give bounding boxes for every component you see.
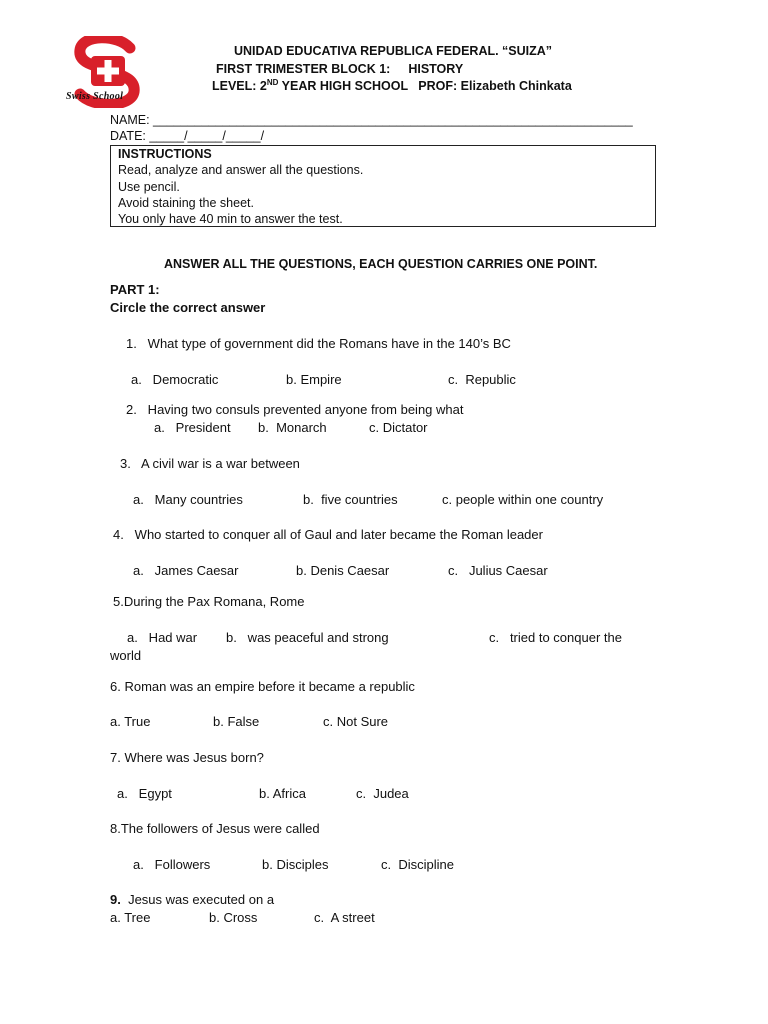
question-4: 4. Who started to conquer all of Gaul and later became the Roman leader [113, 527, 543, 542]
q6-option-b[interactable]: b. False [213, 714, 260, 729]
q2-option-a[interactable]: a. President [154, 420, 231, 435]
question-9 [110, 892, 274, 908]
q1-option-b[interactable]: b. Empire [286, 372, 342, 387]
date-field[interactable]: DATE: _____/_____/_____/ [110, 129, 265, 143]
q4-option-c[interactable]: c. Julius Caesar [448, 563, 548, 578]
q1-option-c[interactable]: c. Republic [448, 372, 516, 387]
q6-option-c[interactable]: c. Not Sure [323, 714, 389, 729]
q6-option-a[interactable]: a. True [110, 714, 151, 729]
q7-option-b[interactable]: b. Africa [259, 786, 306, 801]
q2-option-c[interactable]: c. Dictator [369, 420, 428, 435]
q8-option-c[interactable]: c. Discipline [381, 857, 454, 872]
instruction-item: Avoid staining the sheet. [118, 196, 254, 210]
question-9-text: Jesus was executed on a [120, 892, 275, 907]
logo-caption: Swiss School [66, 91, 124, 102]
instructions-title: INSTRUCTIONS [118, 147, 212, 161]
question-7: 7. Where was Jesus born? [110, 750, 264, 765]
q7-option-c[interactable]: c. Judea [356, 786, 409, 801]
q9-option-a[interactable]: a. Tree [110, 910, 151, 925]
q9-option-c[interactable]: c. A street [314, 910, 375, 925]
trimester-line [216, 61, 463, 77]
q2-option-b[interactable]: b. Monarch [258, 420, 327, 435]
question-2: 2. Having two consuls prevented anyone from being what [126, 402, 464, 417]
q3-option-b[interactable]: b. five countries [303, 492, 398, 507]
q5-option-c[interactable]: c. tried to conquer the [489, 630, 622, 645]
subject: HISTORY [408, 62, 464, 76]
instruction-item: You only have 40 min to answer the test. [118, 212, 343, 226]
school-name: UNIDAD EDUCATIVA REPUBLICA FEDERAL. “SUIZA” [234, 44, 553, 58]
q8-option-a[interactable]: a. Followers [133, 857, 211, 872]
instructions-box [110, 145, 656, 227]
q5-option-c-continuation: world [110, 648, 142, 663]
question-6: 6. Roman was an empire before it became a republic [110, 679, 415, 694]
q4-option-b[interactable]: b. Denis Caesar [296, 563, 390, 578]
q8-option-b[interactable]: b. Disciples [262, 857, 329, 872]
q9-option-b[interactable]: b. Cross [209, 910, 258, 925]
q3-option-a[interactable]: a. Many countries [133, 492, 243, 507]
level-superscript: ND [266, 77, 279, 87]
question-3: 3. A civil war is a war between [120, 456, 300, 471]
instruction-item: Read, analyze and answer all the questions. [118, 163, 364, 177]
question-1: 1. What type of government did the Romans have in the 140’s BC [126, 336, 511, 351]
instruction-item: Use pencil. [118, 180, 180, 194]
question-5: 5.During the Pax Romana, Rome [113, 594, 305, 609]
question-9-number: 9. [110, 892, 121, 907]
trimester-label: FIRST TRIMESTER BLOCK 1: [216, 62, 391, 76]
level-prefix: LEVEL: 2 [212, 79, 267, 93]
q5-option-b[interactable]: b. was peaceful and strong [226, 630, 389, 645]
level-suffix: YEAR HIGH SCHOOL PROF: Elizabeth Chinkata [278, 79, 572, 93]
part-title: PART 1: [110, 282, 160, 297]
q7-option-a[interactable]: a. Egypt [117, 786, 172, 801]
directive: ANSWER ALL THE QUESTIONS, EACH QUESTION CARRIES ONE POINT. [164, 257, 598, 271]
q5-option-a[interactable]: a. Had war [127, 630, 198, 645]
name-field[interactable]: NAME: _____________________________________________________________________ [110, 113, 633, 127]
level-line [212, 78, 572, 94]
q3-option-c[interactable]: c. people within one country [442, 492, 604, 507]
q1-option-a[interactable]: a. Democratic [131, 372, 219, 387]
question-8: 8.The followers of Jesus were called [110, 821, 320, 836]
q4-option-a[interactable]: a. James Caesar [133, 563, 239, 578]
part-subtitle: Circle the correct answer [110, 300, 266, 315]
